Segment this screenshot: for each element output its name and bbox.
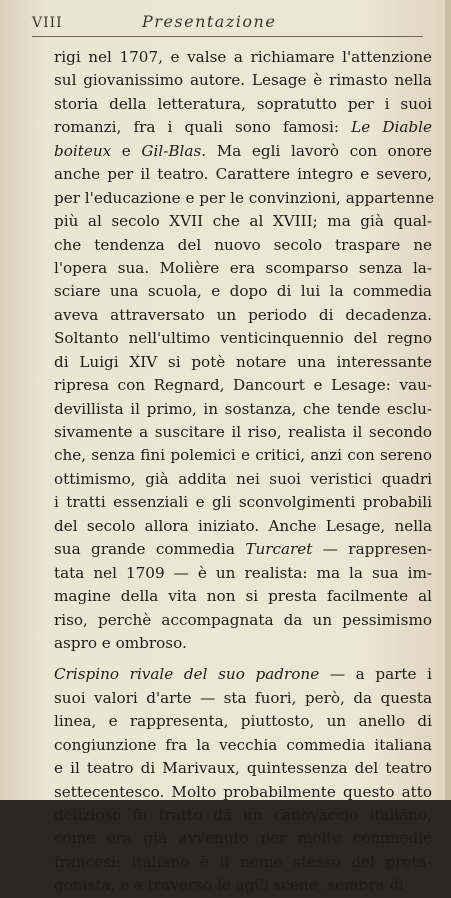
text-run: Ma egli lavorò con onore [206,141,432,160]
italic-title: Gil-Blas. [141,141,207,160]
text-line [54,280,432,303]
text-line [54,687,432,710]
text-line [54,757,432,780]
text-line [54,663,432,686]
text-line [54,874,432,897]
page-header [32,12,423,37]
text-line [54,804,432,827]
text-run: più al secolo XVII che al XVIII; ma già qual- [54,212,432,231]
text-line [54,93,432,116]
text-line [54,234,432,257]
text-run: rigi nel 1707, e valse a richiamare l'attenzione [54,48,432,66]
text-line [54,562,432,585]
text-run: che tendenza del nuovo secolo traspare ne [54,235,432,254]
text-run: per l'educazione e per le convinzioni, appartenne [54,188,435,207]
text-run: Soltanto nell'ultimo venticinquennio del regno [54,329,432,348]
text-line [54,327,432,350]
text-line [54,585,432,608]
text-run: riso, perchè accompagnata da un pessimismo [54,610,432,629]
text-line [54,632,432,655]
text-run: delizioso fu tratto da un canovaccio italiano, [54,806,432,824]
text-run: francesi: italiano è il nome stesso del prota- [54,852,432,871]
text-run: — a parte i [319,665,432,684]
text-line [54,46,432,69]
text-line [54,187,435,210]
text-run: tata nel 1709 — è un realista: ma la sua im- [54,563,432,582]
paragraph-gap [54,655,432,663]
paragraph [54,663,432,897]
text-run: sul giovanissimo autore. Lesage è rimasto nella [54,71,432,90]
italic-title: boiteux [54,141,112,160]
text-line [54,351,432,374]
text-line [54,491,432,514]
text-run: suoi valori d'arte — sta fuori, però, da questa [54,688,432,707]
text-run: anche per il teatro. Carattere integro e severo, [54,165,432,184]
text-run: aspro e ombroso. [54,633,187,652]
text-line [54,781,432,804]
text-run: aveva attraversato un periodo di decadenza. [54,305,432,324]
page-number: VIII [32,15,63,31]
text-line [54,538,432,561]
text-line [54,515,432,538]
text-run: l'opera sua. Molière era scomparso senza la- [54,258,432,277]
text-run: e il teatro di Marivaux, quintessenza del teatro [54,759,432,778]
running-head: Presentazione [142,12,277,31]
paragraph [54,46,435,655]
italic-title: Crispino rivale del suo padrone [54,665,320,684]
text-line [54,827,432,850]
text-run: che, senza fini polemici e critici, anzi con sereno [54,446,432,465]
text-line [54,710,432,733]
text-run: settecentesco. Molto probabilmente questo atto [54,782,432,801]
text-run: — rappresen- [312,540,433,559]
text-line [54,304,432,327]
text-run: ottimismo, già addita nei suoi veristici quadri [54,469,432,488]
text-run: di Luigi XIV si potè notare una interessante [54,352,432,371]
text-line [54,257,432,280]
text-run: i tratti essenziali e gli sconvolgimenti probabili [54,493,432,512]
text-line [54,374,432,397]
text-run: sua grande commedia [54,540,246,559]
text-run: linea, e rappresenta, piuttosto, un anello di [54,712,432,731]
text-line [54,851,432,874]
text-run: sivamente a suscitare il riso, realista il secondo [54,423,432,441]
text-run: magine della vita non si presta facilmente al [54,587,432,606]
page-edge [445,0,451,800]
text-line [54,444,432,467]
text-line [54,140,432,163]
text-run: sciare una scuola, e dopo di lui la commedia [54,282,432,301]
text-line [54,468,432,491]
text-run: come era già avvenuto per molte commedie [54,829,432,848]
text-line [54,734,432,757]
italic-title: Turcaret [245,540,313,559]
text-line [54,116,432,139]
text-run: devillista il primo, in sostanza, che tende esclu- [54,399,432,418]
text-line [54,609,432,632]
italic-title: Le Diable [351,118,432,137]
text-line [54,398,432,421]
text-run: storia della letteratura, sopratutto per i suoi [54,94,432,113]
text-run: ripresa con Regnard, Dancourt e Lesage: vau- [54,376,432,395]
text-line [54,210,432,233]
text-line [54,421,432,444]
text-run: e [111,141,142,160]
text-line [54,163,432,186]
text-run: congiunzione fra la vecchia commedia italiana [54,735,432,754]
text-run: romanzi, fra i quali sono famosi: [54,118,352,137]
text-run: gonista, e a traverso le agili scene, sembra di [54,876,405,895]
body-text [54,46,435,898]
text-line [54,69,432,92]
text-run: del secolo allora iniziato. Anche Lesage, nella [54,516,432,535]
